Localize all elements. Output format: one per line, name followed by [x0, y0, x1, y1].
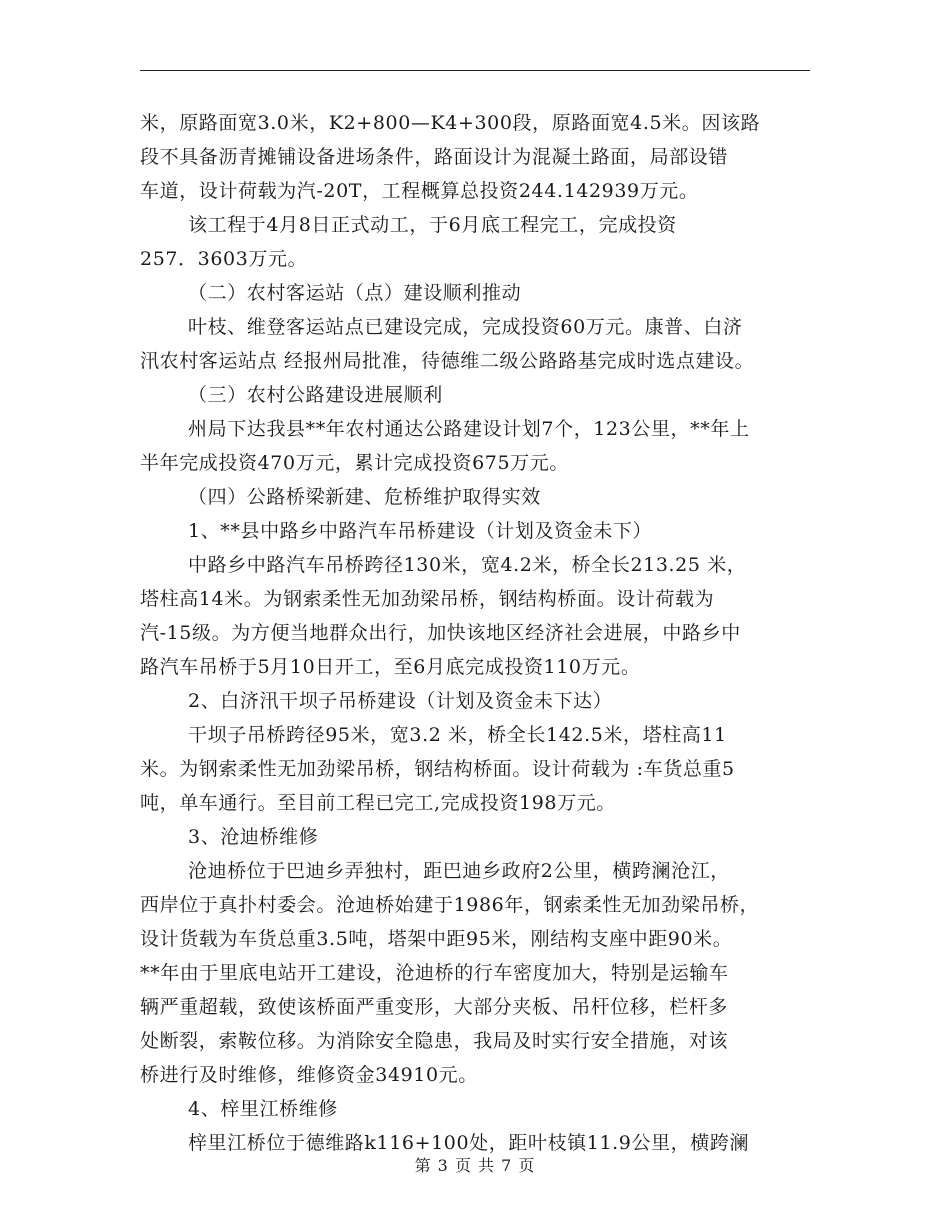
text-line: 2、白济汛干坝子吊桥建设（计划及资金未下达）: [188, 690, 613, 712]
body-text: [140, 106, 812, 1160]
text-line: 段不具备沥青摊铺设备进场条件，路面设计为混凝土路面，局部设错: [140, 146, 729, 168]
text-line: 4、梓里江桥维修: [188, 1098, 338, 1120]
text-line: 沧迪桥位于巴迪乡弄独村，距巴迪乡政府2公里，横跨澜沧江，: [188, 860, 730, 882]
text-line: （二）农村客运站（点）建设顺利推动: [188, 282, 522, 304]
text-line: 桥进行及时维修，维修资金34910元。: [140, 1064, 478, 1086]
text-line: 处断裂，索鞍位移。为消除安全隐患，我局及时实行安全措施，对该: [140, 1030, 729, 1052]
text-line: 米，原路面宽3.0米，K2+800—K4+300段，原路面宽4.5米。因该路: [140, 112, 761, 134]
text-line: 设计货载为车货总重3.5吨，塔架中距95米，刚结构支座中距90米。: [140, 928, 733, 950]
text-line: 汽-15级。为方便当地群众出行，加快该地区经济社会进展，中路乡中: [140, 622, 741, 644]
text-line: 干坝子吊桥跨径95米，宽3.2 米，桥全长142.5米，塔柱高11: [188, 724, 727, 746]
text-line: 塔柱高14米。为钢索柔性无加劲梁吊桥，钢结构桥面。设计荷载为: [140, 588, 715, 610]
text-line: （三）农村公路建设进展顺利: [188, 384, 443, 406]
text-line: 州局下达我县**年农村通达公路建设计划7个，123公里，**年上: [188, 418, 750, 440]
text-line: 汛农村客运站点 经报州局批准，待德维二级公路路基完成时选点建设。: [140, 350, 755, 372]
text-line: 叶枝、维登客运站点已建设完成，完成投资60万元。康普、白济: [188, 316, 743, 338]
text-line: 1、**县中路乡中路汽车吊桥建设（计划及资金未下）: [188, 520, 653, 542]
text-line: 中路乡中路汽车吊桥跨径130米，宽4.2米，桥全长213.25 米，: [188, 554, 747, 576]
page-footer: [0, 1153, 950, 1176]
text-line: 257．3603万元。: [140, 248, 308, 270]
text-line: 该工程于4月8日正式动工，于6月底工程完工，完成投资: [188, 214, 677, 236]
text-line: 路汽车吊桥于5月10日开工，至6月底完成投资110万元。: [140, 656, 641, 678]
text-line: 3、沧迪桥维修: [188, 826, 319, 848]
text-line: 半年完成投资470万元，累计完成投资675万元。: [140, 452, 569, 474]
text-line: **年由于里底电站开工建设，沧迪桥的行车密度加大，特别是运输车: [140, 962, 729, 984]
text-line: 吨，单车通行。至目前工程已完工,完成投资198万元。: [140, 792, 616, 814]
text-line: 西岸位于真扑村委会。沧迪桥始建于1986年，钢索柔性无加劲梁吊桥，: [140, 894, 760, 916]
text-line: 米。为钢索柔性无加劲梁吊桥，钢结构桥面。设计荷载为 :车货总重5: [140, 758, 735, 780]
text-line: （四）公路桥梁新建、危桥维护取得实效: [188, 486, 541, 508]
text-line: 辆严重超载，致使该桥面严重变形，大部分夹板、吊杆位移，栏杆多: [140, 996, 729, 1018]
text-line: 车道，设计荷载为汽-20T，工程概算总投资244.142939万元。: [140, 180, 699, 202]
page-number-label: 第 3 页 共 7 页: [414, 1156, 536, 1175]
text-line: 梓里江桥位于德维路k116+100处，距叶枝镇11.9公里，横跨澜: [188, 1132, 750, 1154]
header-rule: [140, 70, 810, 71]
